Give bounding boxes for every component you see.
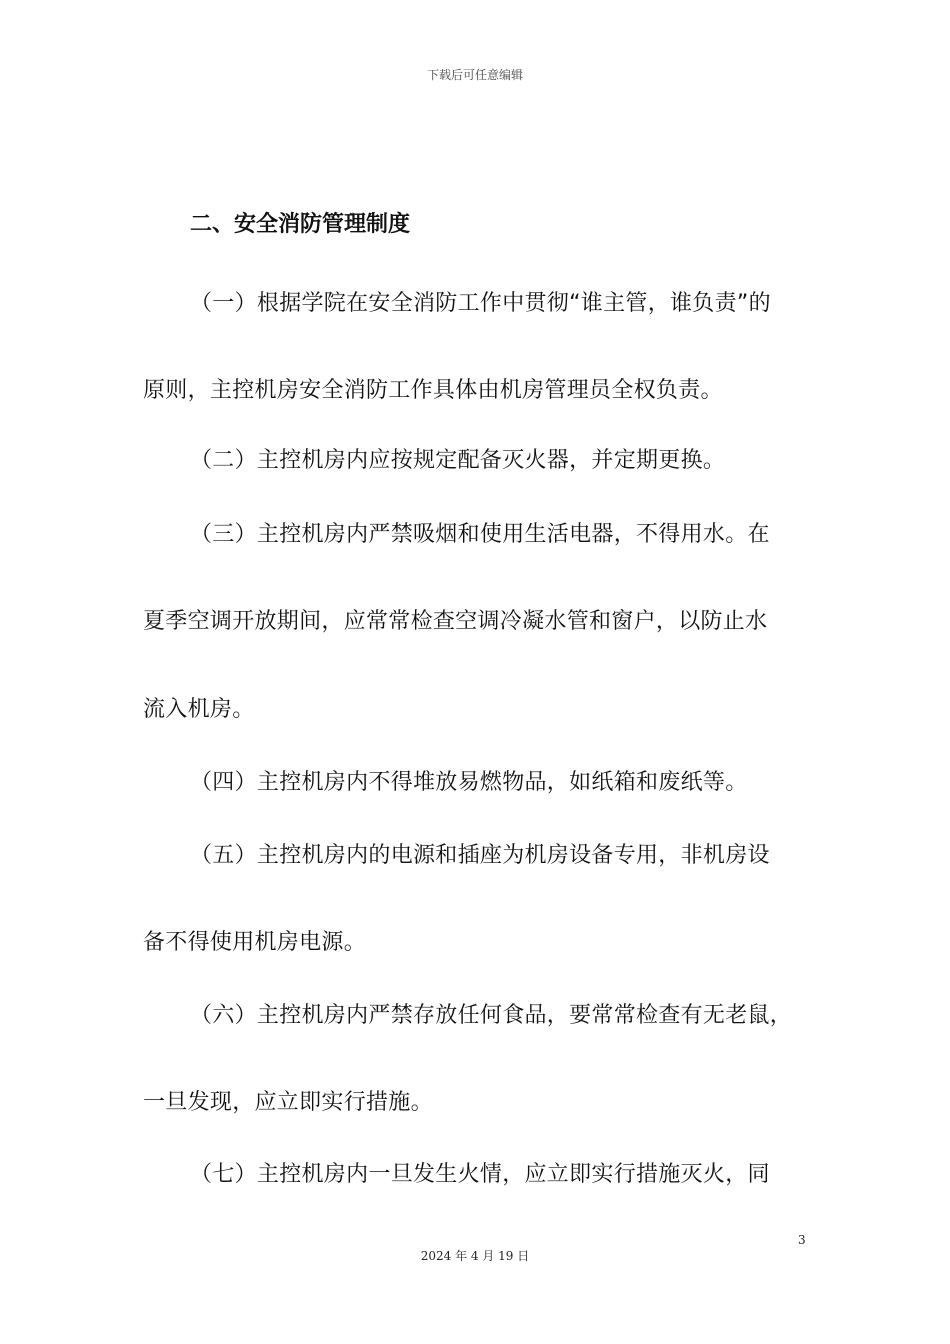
paragraph-line: （四）主控机房内不得堆放易燃物品，如纸箱和废纸等。 xyxy=(190,770,748,795)
paragraph-line: （五）主控机房内的电源和插座为机房设备专用，非机房设 xyxy=(190,843,770,868)
paragraph-line: 原则，主控机房安全消防工作具体由机房管理员全权负责。 xyxy=(143,378,723,403)
paragraph-line: 夏季空调开放期间，应常常检查空调冷凝水管和窗户，以防止水 xyxy=(143,609,768,634)
paragraph-line: （三）主控机房内严禁吸烟和使用生活电器，不得用水。在 xyxy=(190,522,770,547)
page-footer-date: 2024 年 4 月 19 日 xyxy=(420,1249,530,1263)
paragraph-line: 流入机房。 xyxy=(143,697,255,722)
paragraph-line: （七）主控机房内一旦发生火情，应立即实行措施灭火，同 xyxy=(190,1162,770,1187)
paragraph-line: （二）主控机房内应按规定配备灭火器，并定期更换。 xyxy=(190,448,726,473)
page-number: 3 xyxy=(798,1233,806,1247)
paragraph-line: （六）主控机房内严禁存放任何食品，要常常检查有无老鼠， xyxy=(190,1003,793,1028)
paragraph-line: （一）根据学院在安全消防工作中贯彻“谁主管，谁负责”的 xyxy=(190,291,771,316)
paragraph-line: 备不得使用机房电源。 xyxy=(143,930,367,955)
section-heading: 二、安全消防管理制度 xyxy=(190,212,411,237)
page-header: 下载后可任意编辑 xyxy=(426,68,523,82)
paragraph-line: 一旦发现，应立即实行措施。 xyxy=(143,1090,433,1115)
